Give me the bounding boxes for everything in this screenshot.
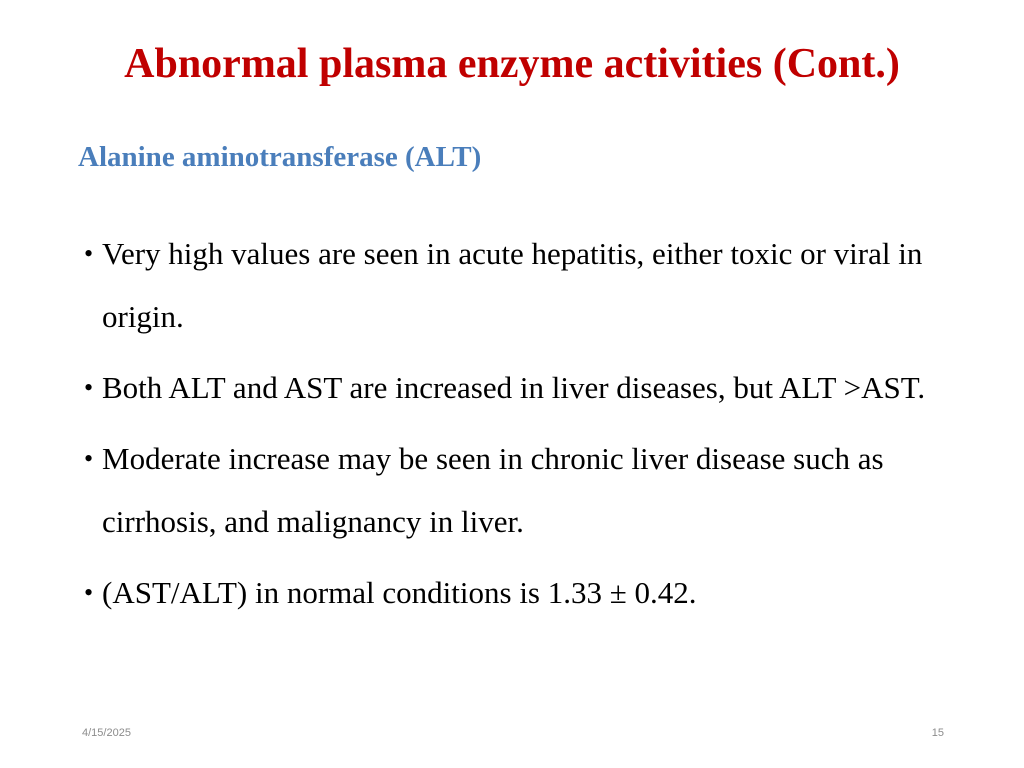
bullet-dot-icon: • — [84, 239, 94, 268]
bullet-text: Both ALT and AST are increased in liver diseases, but ALT >AST. — [102, 370, 926, 405]
bullet-text: (AST/ALT) in normal conditions is 1.33 ± 0.42. — [102, 575, 697, 610]
bullet-item — [84, 427, 966, 553]
bullet-text: Moderate increase may be seen in chronic liver disease such as cirrhosis, and malignancy in liver. — [102, 441, 884, 539]
footer-page-number: 15 — [931, 727, 944, 739]
slide-title: Abnormal plasma enzyme activities (Cont.) — [124, 41, 900, 87]
bullet-item — [84, 561, 966, 624]
bullet-item — [84, 222, 966, 348]
bullet-dot-icon: • — [84, 373, 94, 402]
footer-date: 4/15/2025 — [82, 727, 131, 739]
bullet-list — [84, 222, 966, 632]
bullet-dot-icon: • — [84, 444, 94, 473]
slide-subtitle: Alanine aminotransferase (ALT) — [78, 141, 482, 173]
bullet-item — [84, 356, 966, 419]
bullet-text: Very high values are seen in acute hepatitis, either toxic or viral in origin. — [102, 236, 923, 334]
bullet-dot-icon: • — [84, 578, 94, 607]
